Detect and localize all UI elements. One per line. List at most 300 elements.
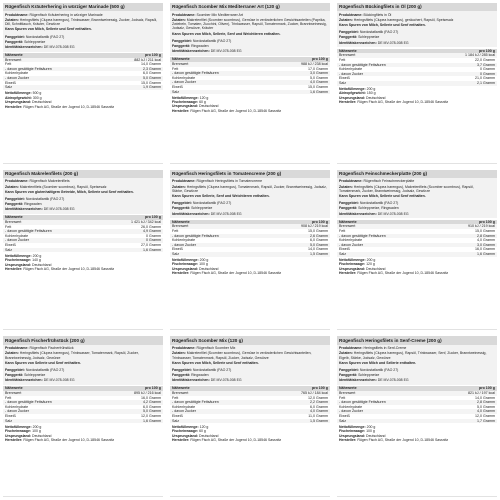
- footer-label: Hersteller:: [172, 437, 190, 442]
- ingredient-line: [5, 368, 161, 372]
- nutrient-name: Salz: [170, 419, 269, 424]
- nutrient-name: - davon gesättigte Fettsäuren: [170, 71, 269, 76]
- product-footer: [3, 423, 163, 443]
- ingredient-line: [172, 212, 328, 216]
- footer-text: 200 g: [366, 258, 376, 263]
- nutrient-name: Eiweiß: [5, 414, 16, 418]
- product-card-1: [3, 3, 163, 164]
- ingredient-line: [339, 185, 495, 194]
- ingredient-line: [172, 368, 328, 372]
- nutrition-header-unit: pro 100 g: [269, 220, 330, 225]
- footer-text: 100 g: [32, 429, 41, 434]
- footer-label: Fischeinwaage:: [172, 429, 199, 434]
- nutrient-value: 27,0 Gramm: [141, 243, 161, 248]
- ingredient-label: Produktname:: [339, 12, 363, 17]
- footer-text: Deutschland: [32, 100, 52, 105]
- nutrient-value: 821 kJ / 197 kcal: [436, 391, 497, 396]
- nutrient-name: Fett: [339, 58, 346, 62]
- nutrient-name: Eiweiß: [339, 76, 350, 81]
- nutrient-value: 4,0 Gramm: [477, 238, 495, 243]
- ingredient-label: Fanggebiet:: [172, 367, 192, 372]
- nutrient-value: 14,0 Gramm: [308, 247, 328, 252]
- ingredient-line: [339, 361, 495, 365]
- nutrition-header-label: Nährwerte: [3, 53, 102, 58]
- ingredient-label: Zutaten:: [5, 184, 19, 189]
- nutrient-value: 5,0 Gramm: [310, 75, 328, 80]
- footer-text: 200 g: [199, 258, 209, 263]
- ingredient-label: Zutaten:: [5, 351, 19, 356]
- footer-label: Nettofüllmenge:: [339, 424, 366, 429]
- ingredient-label: Zutaten:: [5, 17, 19, 22]
- nutrition-header-unit: pro 100 g: [102, 386, 163, 391]
- footer-text: Deutschland: [32, 262, 52, 267]
- ingredient-label: Fanggebiet:: [339, 367, 359, 372]
- ingredient-line: [5, 40, 161, 44]
- ingredient-line: [339, 30, 495, 34]
- ingredient-line: [339, 179, 495, 183]
- footer-label: Hersteller:: [172, 271, 190, 276]
- product-footer: [170, 257, 330, 277]
- nutrient-value: 2,8 Gramm: [436, 234, 497, 239]
- footer-text: 60 g: [199, 429, 206, 434]
- product-footer: [337, 86, 497, 106]
- footer-text: Deutschland: [366, 433, 386, 438]
- nutrient-value: 6,0 Gramm: [310, 404, 328, 409]
- ingredient-line: [5, 378, 161, 382]
- ingredient-line: [5, 35, 161, 39]
- ingredient-text: Heringsfilets (Clupea harengus), Tomatenmark, Rapsöl, Zucker, Branntweinessig, Jodsalz, Stärke, Gewürze: [172, 184, 327, 193]
- ingredient-line: [172, 13, 328, 17]
- nutrient-name: - davon Zucker: [170, 409, 269, 414]
- nutrition-table: [170, 220, 330, 257]
- product-footer: [3, 90, 163, 110]
- footer-text: Deutschland: [199, 433, 219, 438]
- nutrient-name: Fett: [172, 228, 179, 233]
- nutrient-name: Brennwert: [337, 391, 436, 396]
- nutrient-name: Kohlenhydrate: [172, 404, 196, 409]
- footer-label: Nettofüllmenge:: [339, 258, 366, 263]
- ingredient-line: [339, 194, 495, 198]
- nutrient-value: 16,0 Gramm: [141, 395, 161, 400]
- nutrition-header-unit: pro 100 g: [102, 215, 163, 220]
- nutrient-name: Eiweiß: [172, 414, 183, 418]
- footer-label: Hersteller:: [5, 104, 23, 109]
- footer-text: 200 g: [32, 253, 42, 258]
- ingredient-text: Rügenfisch Heringsfilets in Tomatencreme: [196, 179, 263, 184]
- nutrient-value: 15,0 Gramm: [475, 228, 495, 233]
- footer-line: [172, 109, 328, 113]
- nutrition-table: [3, 215, 163, 252]
- nutrient-name: Eiweiß: [5, 80, 16, 85]
- nutrition-table: [337, 386, 497, 423]
- nutrient-name: Salz: [3, 85, 102, 90]
- nutrition-header-label: Nährwerte: [170, 57, 269, 62]
- ingredient-line: [339, 206, 495, 210]
- ingredient-text: Nordostatlantik (FAO 27): [25, 367, 65, 372]
- footer-label: Hersteller:: [339, 271, 357, 276]
- nutrient-value: 5,0 Gramm: [477, 404, 495, 409]
- nutrient-value: 908 kJ / 219 kcal: [269, 224, 330, 229]
- footer-label: Hersteller:: [172, 108, 190, 113]
- ingredient-label: Fanggerät:: [339, 35, 358, 40]
- nutrient-value: 882 kJ / 211 kcal: [102, 58, 163, 63]
- nutrient-value: 3,7 Gramm: [436, 63, 497, 68]
- nutrient-value: 765 kJ / 184 kcal: [269, 391, 330, 396]
- footer-text: 300 g: [32, 95, 42, 100]
- nutrient-name: Salz: [337, 252, 436, 257]
- nutrient-name: - davon gesättigte Fettsäuren: [3, 67, 102, 72]
- product-title: Rügenfisch Bückingfilets in Öl (200 g): [337, 3, 497, 11]
- ingredient-line: [172, 194, 328, 198]
- footer-label: Nettofüllmenge:: [172, 258, 199, 263]
- ingredient-line: [5, 13, 161, 17]
- ingredient-line: [339, 212, 495, 216]
- ingredients-block: [3, 345, 163, 385]
- ingredient-label: Kann Spuren von Milch und Sellerie enthalten.: [339, 360, 417, 365]
- ingredient-label: Produktname:: [339, 179, 363, 184]
- product-footer: [170, 423, 330, 443]
- footer-label: Hersteller:: [5, 437, 23, 442]
- ingredient-text: Rügenfisch Fischerfrühstück: [29, 346, 74, 351]
- ingredients-block: [337, 11, 497, 47]
- nutrient-name: Brennwert: [170, 62, 269, 67]
- nutrition-header-unit: pro 100 g: [269, 57, 330, 62]
- nutrient-value: 1,5 Gramm: [269, 419, 330, 424]
- ingredient-line: [172, 351, 328, 360]
- nutrient-name: - davon Zucker: [3, 238, 102, 243]
- ingredient-text: DE MV-078-008 EG: [210, 49, 242, 54]
- ingredient-line: [172, 179, 328, 183]
- nutrient-name: - davon Zucker: [337, 243, 436, 248]
- ingredient-line: [5, 361, 161, 365]
- ingredient-label: Fanggerät:: [5, 39, 24, 44]
- ingredient-label: Produktname:: [172, 179, 196, 184]
- nutrient-name: Eiweiß: [172, 247, 183, 252]
- nutrient-value: 1,6 Gramm: [102, 419, 163, 424]
- footer-label: Ursprungsland:: [339, 95, 366, 100]
- ingredient-line: [172, 39, 328, 43]
- footer-label: Abtropfgewicht:: [5, 95, 32, 100]
- ingredient-line: [172, 378, 328, 382]
- ingredient-line: [5, 45, 161, 49]
- nutrient-name: Eiweiß: [172, 84, 183, 89]
- ingredient-text: Heringsfilets (Clupea harengus), Makrelenfilets (Scomber scombrus), Rapsöl, Tomatenmark, Zucker, Branntweinessig, Jodsalz, Gewürze: [339, 184, 474, 193]
- nutrient-value: 15,0 Gramm: [308, 84, 328, 89]
- ingredient-label: Kann Spuren von Milch, Sellerie und Senf enthalten.: [339, 194, 426, 199]
- ingredient-text: DE MV-078-008 EG: [377, 211, 409, 216]
- nutrient-name: - davon gesättigte Fettsäuren: [3, 229, 102, 234]
- ingredient-label: Produktname:: [339, 346, 363, 351]
- ingredient-line: [172, 373, 328, 377]
- ingredient-line: [172, 185, 328, 194]
- nutrition-header-label: Nährwerte: [170, 386, 269, 391]
- nutrient-value: 895 kJ / 216 kcal: [102, 391, 163, 396]
- nutrient-value: 4,0 Gramm: [269, 80, 330, 85]
- ingredient-label: Kann Spuren von Milch, Sellerie und Senf enthalten.: [172, 360, 259, 365]
- footer-text: Rügen Fisch AG, Straße der Jugend 10, D-18546 Sassnitz: [190, 271, 282, 276]
- ingredient-text: Schleppnetze: [358, 373, 380, 378]
- ingredient-label: Fanggebiet:: [5, 196, 25, 201]
- footer-text: 120 g: [199, 424, 209, 429]
- nutrient-name: - davon Zucker: [3, 409, 102, 414]
- ingredient-text: Rügenfisch Scomber Mix: [196, 346, 236, 351]
- nutrient-value: 5,0 Gramm: [102, 409, 163, 414]
- nutrition-header-unit: pro 100 g: [436, 386, 497, 391]
- footer-label: Fischeinwaage:: [5, 258, 32, 263]
- footer-text: Deutschland: [199, 266, 219, 271]
- ingredient-line: [339, 201, 495, 205]
- nutrient-name: Kohlenhydrate: [5, 71, 29, 76]
- nutrient-name: Kohlenhydrate: [339, 67, 363, 72]
- ingredient-text: Heringsfilets (Clupea harengus), Trinkwasser, Tomatenmark, Rapsöl, Zucker, Branntweinessig, Jodsalz, Gewürze: [5, 351, 139, 360]
- footer-label: Nettofüllmenge:: [5, 253, 32, 258]
- nutrient-value: 12,0 Gramm: [308, 395, 328, 400]
- nutrient-name: Salz: [3, 419, 102, 424]
- ingredient-line: [339, 368, 495, 372]
- nutrient-name: Brennwert: [170, 391, 269, 396]
- nutrient-value: 12,0 Gramm: [475, 414, 495, 418]
- nutrition-table: [337, 49, 497, 86]
- footer-label: Hersteller:: [339, 100, 357, 105]
- nutrition-table: [3, 386, 163, 423]
- ingredient-line: [5, 27, 161, 31]
- nutrient-value: 4,0 Gramm: [436, 409, 497, 414]
- footer-text: 200 g: [32, 424, 42, 429]
- nutrient-value: 12,0 Gramm: [141, 414, 161, 418]
- ingredient-text: Schleppnetze, Ringwaden: [358, 206, 399, 211]
- nutrient-name: - davon gesättigte Fettsäuren: [337, 63, 436, 68]
- ingredient-label: Kann Spuren von Milch, Sellerie und Senf enthalten.: [5, 27, 92, 32]
- ingredient-label: Identitätskennzeichen:: [339, 378, 377, 383]
- nutrient-name: Brennwert: [3, 58, 102, 63]
- nutrient-value: 4,9 Gramm: [102, 229, 163, 234]
- footer-label: Fischeinwaage:: [172, 262, 199, 267]
- nutrient-value: 0 Gramm: [102, 238, 163, 243]
- ingredient-text: Nordostatlantik (FAO 27): [359, 367, 399, 372]
- ingredient-line: [172, 361, 328, 365]
- footer-text: Rügen Fisch AG, Straße der Jugend 10, D-18546 Sassnitz: [357, 437, 449, 442]
- footer-label: Ursprungsland:: [5, 262, 32, 267]
- ingredient-label: Fanggebiet:: [172, 38, 192, 43]
- footer-text: Rügen Fisch AG, Straße der Jugend 10, D-18546 Sassnitz: [357, 100, 449, 105]
- footer-text: 200 g: [366, 424, 376, 429]
- nutrient-value: 6,0 Gramm: [310, 238, 328, 243]
- footer-text: Deutschland: [32, 433, 52, 438]
- ingredient-line: [5, 351, 161, 360]
- nutrient-value: 1 184 kJ / 285 kcal: [436, 53, 497, 58]
- footer-label: Ursprungsland:: [339, 266, 366, 271]
- nutrient-value: 1,6 Gramm: [436, 252, 497, 257]
- footer-label: Hersteller:: [5, 266, 23, 271]
- ingredient-line: [172, 44, 328, 48]
- footer-text: 200 g: [366, 87, 376, 92]
- ingredients-block: [337, 178, 497, 218]
- nutrient-value: 2,2 Gramm: [269, 400, 330, 405]
- nutrient-value: 26,0 Gramm: [141, 224, 161, 229]
- nutrition-header-label: Nährwerte: [3, 215, 102, 220]
- product-title: Rügenfisch Scomber Mix Mediterraner Art (120 g): [170, 3, 330, 11]
- nutrient-value: 4,0 Gramm: [269, 409, 330, 414]
- nutrient-name: Brennwert: [337, 53, 436, 58]
- footer-text: Rügen Fisch AG, Straße der Jugend 10, D-18546 Sassnitz: [23, 104, 115, 109]
- footer-text: 60 g: [199, 100, 206, 105]
- ingredient-label: Identitätskennzeichen:: [339, 211, 377, 216]
- footer-label: Ursprungsland:: [5, 100, 32, 105]
- ingredient-label: Produktname:: [5, 346, 29, 351]
- nutrient-name: - davon Zucker: [170, 80, 269, 85]
- ingredient-line: [5, 373, 161, 377]
- ingredient-text: Schleppnetze: [191, 206, 213, 211]
- nutrient-name: Fett: [5, 395, 12, 400]
- nutrition-table: [170, 57, 330, 94]
- ingredient-label: Fanggebiet:: [5, 367, 25, 372]
- ingredient-label: Fanggebiet:: [172, 201, 192, 206]
- ingredient-text: DE MV-078-008 EG: [43, 207, 75, 212]
- nutrient-name: Fett: [172, 395, 179, 400]
- nutrient-value: 988 kJ / 238 kcal: [269, 62, 330, 67]
- ingredient-line: [339, 23, 495, 27]
- nutrient-name: Salz: [3, 248, 102, 253]
- ingredient-line: [339, 346, 495, 350]
- nutrient-value: 14,0 Gramm: [475, 395, 495, 400]
- ingredient-label: Zutaten:: [172, 17, 186, 22]
- nutrient-value: 2,8 Gramm: [436, 400, 497, 405]
- nutrient-name: Kohlenhydrate: [339, 404, 363, 409]
- nutrition-table: [170, 386, 330, 423]
- nutrition-header-unit: pro 100 g: [269, 386, 330, 391]
- product-title: Rügenfisch Heringsfilets in Tomatencreme (200 g): [170, 170, 330, 178]
- nutrient-name: - davon Zucker: [337, 72, 436, 77]
- product-footer: [337, 423, 497, 443]
- product-title: Rügenfisch Feinschmeckerplatte (200 g): [337, 170, 497, 178]
- ingredient-label: Kann Spuren von Milch, Sellerie, Senf und Weichtieren enthalten.: [172, 31, 281, 36]
- ingredient-text: Nordostatlantik (FAO 27): [25, 196, 65, 201]
- footer-text: 100 g: [366, 429, 375, 434]
- nutrient-name: Salz: [170, 252, 269, 257]
- nutrition-header-label: Nährwerte: [170, 220, 269, 225]
- nutrient-value: 11,0 Gramm: [308, 414, 328, 418]
- product-card-4: [3, 170, 163, 331]
- product-card-3: [337, 3, 497, 164]
- footer-label: Nettofüllmenge:: [172, 424, 199, 429]
- nutrient-name: - davon gesättigte Fettsäuren: [337, 400, 436, 405]
- ingredient-text: Ringwaden: [191, 44, 209, 49]
- nutrition-table: [3, 53, 163, 90]
- nutrient-name: Fett: [172, 66, 179, 71]
- ingredient-text: Schleppnetze: [24, 39, 46, 44]
- nutrient-name: - davon gesättigte Fettsäuren: [3, 400, 102, 405]
- ingredient-text: Rügenfisch Feinschmeckerplatte: [363, 179, 415, 184]
- footer-label: Ursprungsland:: [172, 266, 199, 271]
- nutrient-name: - davon Zucker: [337, 409, 436, 414]
- nutrient-value: 3,0 Gramm: [269, 71, 330, 76]
- footer-label: Nettofüllmenge:: [5, 91, 32, 96]
- footer-text: Deutschland: [366, 95, 386, 100]
- ingredient-line: [339, 35, 495, 39]
- nutrient-value: 1 421 kJ / 342 kcal: [102, 220, 163, 225]
- ingredient-text: Makrelenfilet (Scomber scombrus), Gemüse in veränderlichen Gewichtsanteilen, Trinkwasser, Tomatenmark, Rapsöl, Zucker, Jodsalz, Gewürze: [172, 351, 312, 360]
- product-footer: [3, 252, 163, 272]
- footer-text: Deutschland: [366, 266, 386, 271]
- product-footer: [337, 257, 497, 277]
- nutrition-header-label: Nährwerte: [3, 386, 102, 391]
- ingredient-label: Fanggerät:: [339, 206, 358, 211]
- ingredient-text: Ringwaden: [24, 202, 42, 207]
- nutrient-value: 1,6 Gramm: [102, 248, 163, 253]
- footer-label: Fischeinwaage:: [172, 100, 199, 105]
- ingredient-line: [5, 190, 161, 194]
- ingredient-label: Produktname:: [172, 346, 196, 351]
- nutrient-name: Eiweiß: [5, 243, 16, 248]
- nutrient-name: - davon gesättigte Fettsäuren: [170, 400, 269, 405]
- ingredient-text: Bückingfilets in Öl: [363, 12, 392, 17]
- nutrient-value: 4,2 Gramm: [102, 400, 163, 405]
- ingredient-label: Identitätskennzeichen:: [5, 207, 43, 212]
- ingredient-label: Fanggerät:: [339, 373, 358, 378]
- footer-text: 500 g: [32, 91, 42, 96]
- product-card-2: [170, 3, 330, 164]
- product-grid: [3, 3, 497, 497]
- footer-label: Fischeinwaage:: [339, 429, 366, 434]
- ingredient-text: Heringsfilets (Clupea harengus), Trinkwasser, Branntweinessig, Zucker, Jodsalz, Rapsöl, Dill, Schnittlauch, Kräuter, Gewürze: [5, 17, 158, 27]
- nutrient-value: 6,0 Gramm: [143, 71, 161, 76]
- ingredient-label: Zutaten:: [339, 17, 353, 22]
- ingredient-text: Rügenfisch Makrelenfilets: [29, 179, 70, 184]
- footer-text: 100 g: [199, 262, 208, 267]
- footer-label: Abtropfgewicht:: [339, 91, 366, 96]
- nutrient-value: 5,0 Gramm: [102, 76, 163, 81]
- nutrient-name: Kohlenhydrate: [5, 404, 29, 409]
- footer-label: Ursprungsland:: [5, 433, 32, 438]
- nutrient-name: Fett: [339, 228, 346, 233]
- ingredient-label: Kann Spuren von Sellerie und Senf enthalten.: [5, 360, 81, 365]
- footer-text: Rügen Fisch AG, Straße der Jugend 10, D-18546 Sassnitz: [357, 271, 449, 276]
- product-card-6: [337, 170, 497, 331]
- ingredient-line: [339, 351, 495, 360]
- ingredient-text: Nordostatlantik (FAO 27): [25, 34, 65, 39]
- ingredient-label: Produktname:: [5, 12, 29, 17]
- nutrient-name: Kohlenhydrate: [172, 75, 196, 80]
- ingredient-line: [5, 207, 161, 211]
- footer-text: 120 g: [199, 95, 209, 100]
- ingredient-text: Ringwaden: [191, 373, 209, 378]
- nutrient-value: 2,3 Gramm: [102, 67, 163, 72]
- ingredient-label: Identitätskennzeichen:: [5, 378, 43, 383]
- nutrient-name: Salz: [337, 419, 436, 424]
- nutrient-value: 910 kJ / 219 kcal: [436, 224, 497, 229]
- ingredient-label: Produktname:: [172, 12, 196, 17]
- ingredient-label: Fanggebiet:: [339, 201, 359, 206]
- ingredient-label: Zutaten:: [339, 351, 353, 356]
- nutrient-value: 22,0 Gramm: [475, 58, 495, 62]
- nutrition-header-unit: pro 100 g: [102, 53, 163, 58]
- ingredient-line: [339, 373, 495, 377]
- nutrient-name: Brennwert: [3, 391, 102, 396]
- ingredient-label: Identitätskennzeichen:: [172, 49, 210, 54]
- footer-line: [5, 105, 161, 109]
- footer-label: Ursprungsland:: [339, 433, 366, 438]
- footer-label: Fischeinwaage:: [339, 262, 366, 267]
- ingredient-line: [172, 49, 328, 53]
- nutrient-value: 1,7 Gramm: [436, 419, 497, 424]
- nutrient-name: Brennwert: [170, 224, 269, 229]
- ingredient-text: DE MV-078-008 EG: [210, 378, 242, 383]
- nutrition-header-label: Nährwerte: [337, 49, 436, 54]
- ingredient-text: Schleppnetze: [24, 373, 46, 378]
- ingredient-label: Fanggebiet:: [5, 34, 25, 39]
- nutrient-value: 16,0 Gramm: [475, 247, 495, 252]
- ingredient-line: [339, 41, 495, 45]
